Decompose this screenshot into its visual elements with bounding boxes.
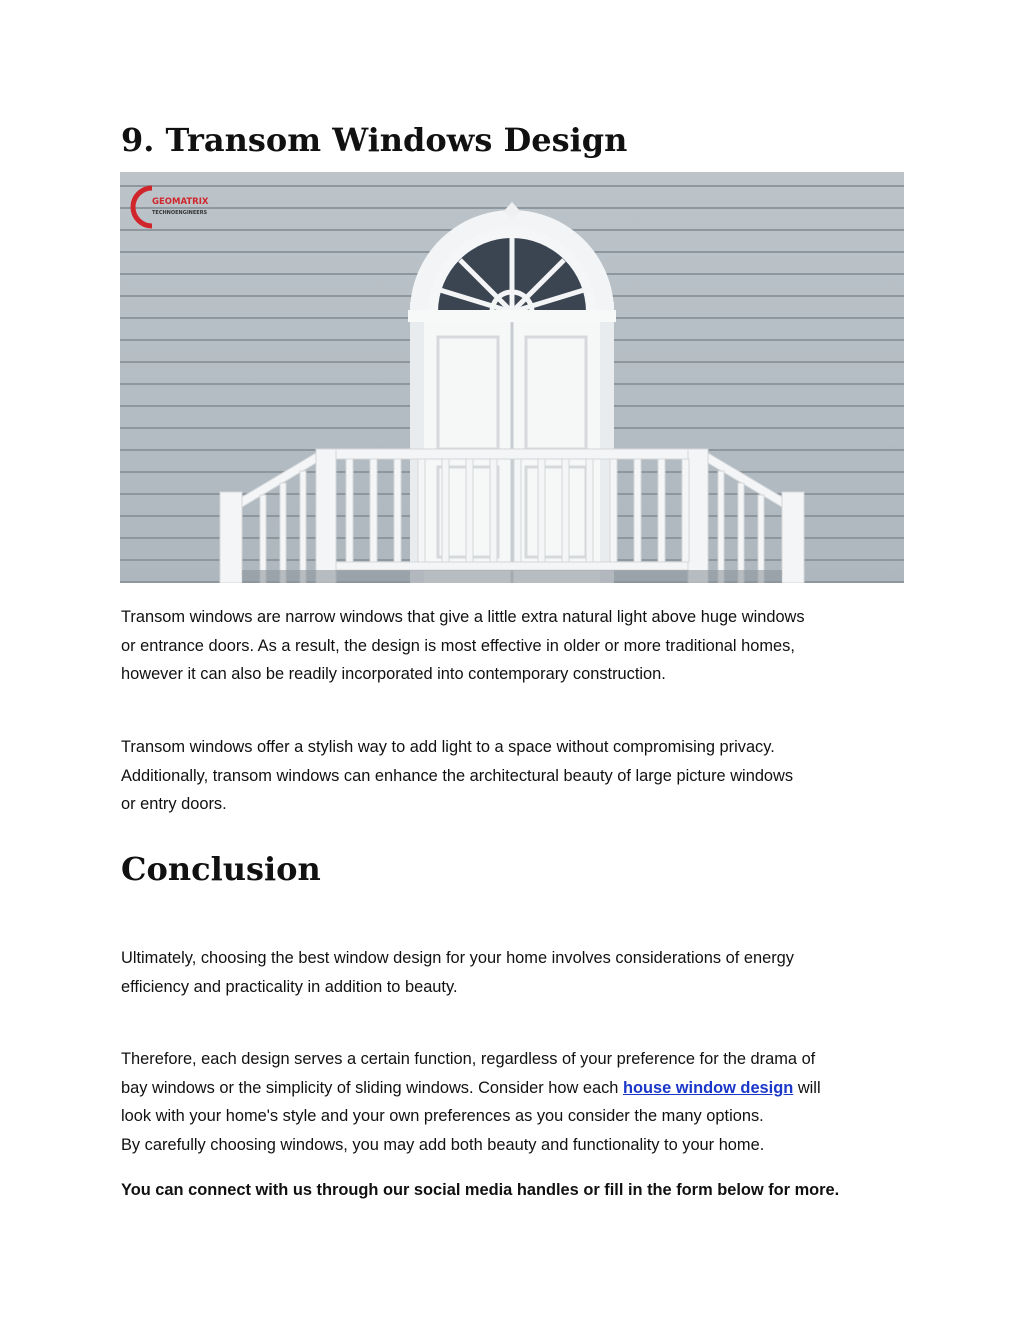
section-heading: 9. Transom Windows Design — [121, 121, 628, 159]
conclusion-paragraph-1 — [121, 944, 911, 1001]
baluster — [738, 483, 744, 583]
section-paragraph-2 — [121, 733, 911, 819]
transom-door-photo — [120, 172, 904, 583]
door-frame — [408, 202, 616, 583]
text-fragment: bay windows or the simplicity of sliding windows. Consider how each — [121, 1078, 623, 1097]
baluster — [280, 483, 286, 583]
conclusion-heading: Conclusion — [121, 850, 321, 888]
baluster — [300, 471, 306, 583]
baluster — [346, 459, 353, 562]
baluster — [394, 459, 401, 562]
text-line: By carefully choosing windows, you may add both beauty and functionality to your home. — [121, 1135, 765, 1154]
baluster — [718, 471, 724, 583]
section-paragraph-1 — [121, 603, 911, 689]
baluster — [610, 459, 617, 562]
baluster — [260, 495, 266, 583]
baluster — [586, 459, 593, 562]
baluster — [562, 459, 569, 562]
logo-text-1: GEOMATRIX — [152, 197, 209, 207]
baluster — [442, 459, 449, 562]
baluster — [466, 459, 473, 562]
text-line: Transom windows are narrow windows that give a little extra natural light above huge windows — [121, 608, 805, 626]
baluster — [538, 459, 545, 562]
baluster — [682, 459, 689, 562]
logo-text-2: TECHNOENGINEERS — [152, 210, 208, 216]
baluster — [418, 459, 425, 562]
baluster — [658, 459, 665, 562]
baluster — [370, 459, 377, 562]
text-line: or entrance doors. As a result, the design is most effective in older or more traditional homes, — [121, 636, 795, 655]
baluster — [634, 459, 641, 562]
text-fragment: will — [793, 1078, 821, 1097]
baluster — [490, 459, 497, 562]
conclusion-paragraph-2 — [121, 1045, 911, 1159]
text-line: Additionally, transom windows can enhance the architectural beauty of large picture windows — [121, 766, 794, 785]
text-line: however it can also be readily incorporated into contemporary construction. — [121, 665, 666, 683]
text-line — [121, 1074, 911, 1103]
text-line: Therefore, each design serves a certain function, regardless of your preference for the drama of — [121, 1050, 816, 1068]
text-line: or entry doors. — [121, 795, 227, 813]
text-line: look with your home's style and your own preferences as you consider the many options. — [121, 1107, 764, 1125]
cta-text: You can connect with us through our social media handles or fill in the form below for more. — [121, 1181, 840, 1199]
text-line: efficiency and practicality in addition to beauty. — [121, 977, 458, 996]
baluster — [514, 459, 521, 562]
baluster — [758, 495, 764, 583]
text-line: Transom windows offer a stylish way to add light to a space without compromising privacy. — [121, 738, 775, 756]
house-window-design-link[interactable]: house window design — [622, 1078, 794, 1097]
text-line: Ultimately, choosing the best window design for your home involves considerations of energy — [121, 949, 794, 967]
